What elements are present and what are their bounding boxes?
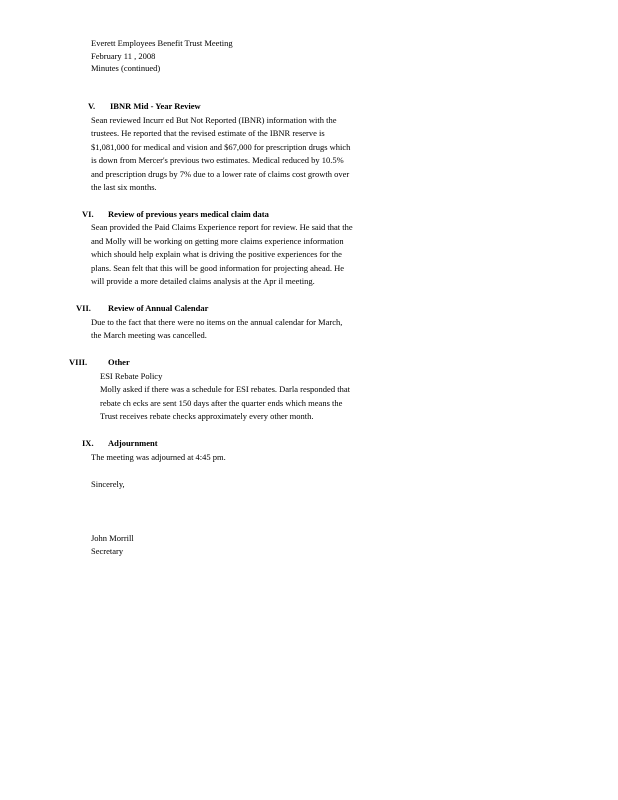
section-viii-subheading: ESI Rebate Policy: [100, 371, 163, 381]
section-vii-line: Due to the fact that there were no items on the annual calendar for March,: [91, 317, 343, 327]
section-v-line: trustees. He reported that the revised estimate of the IBNR reserve is: [91, 128, 325, 138]
section-vi-line: plans. Sean felt that this will be good information for projecting ahead. He: [91, 263, 345, 273]
section-viii-line: rebate ch ecks are sent 150 days after the quarter ends which means the: [100, 398, 343, 408]
section-vii-title: Review of Annual Calendar: [108, 303, 209, 313]
section-vi-line: which should help explain what is driving the positive experiences for the: [91, 249, 342, 259]
closing-salutation: Sincerely,: [91, 479, 125, 489]
section-viii-number: VIII.: [69, 357, 88, 367]
header-line-1: Everett Employees Benefit Trust Meeting: [91, 38, 233, 48]
section-v-line: is down from Mercer's previous two estimates. Medical reduced by 10.5%: [91, 155, 344, 165]
section-vi-number: VI.: [82, 209, 94, 219]
header-line-3: Minutes (continued): [91, 63, 161, 73]
section-ix-number: IX.: [82, 438, 94, 448]
section-vii-number: VII.: [76, 303, 91, 313]
section-v-line: $1,081,000 for medical and vision and $67,000 for prescription drugs which: [91, 142, 351, 152]
header-line-2: February 11 , 2008: [91, 51, 156, 61]
section-viii-line: Molly asked if there was a schedule for ESI rebates. Darla responded that: [100, 384, 350, 394]
section-vii-line: the March meeting was cancelled.: [91, 330, 207, 340]
section-ix-title: Adjournment: [108, 438, 158, 448]
section-v-line: and prescription drugs by 7% due to a lower rate of claims cost growth over: [91, 169, 350, 179]
section-vi-line: and Molly will be working on getting more claims experience information: [91, 236, 344, 246]
section-v-number: V.: [88, 101, 96, 111]
signer-name: John Morrill: [91, 533, 134, 543]
section-vi-line: Sean provided the Paid Claims Experience report for review. He said that the: [91, 222, 353, 232]
section-vi-title: Review of previous years medical claim data: [108, 209, 269, 219]
signer-role: Secretary: [91, 546, 124, 556]
section-v-title: IBNR Mid - Year Review: [110, 101, 201, 111]
section-viii-title: Other: [108, 357, 130, 367]
section-viii-line: Trust receives rebate checks approximately every other month.: [100, 411, 314, 421]
section-vi-line: will provide a more detailed claims analysis at the Apr il meeting.: [91, 276, 315, 286]
section-v-line: Sean reviewed Incurr ed But Not Reported (IBNR) information with the: [91, 115, 337, 125]
section-ix-line: The meeting was adjourned at 4:45 pm.: [91, 452, 226, 462]
section-v-line: the last six months.: [91, 182, 157, 192]
